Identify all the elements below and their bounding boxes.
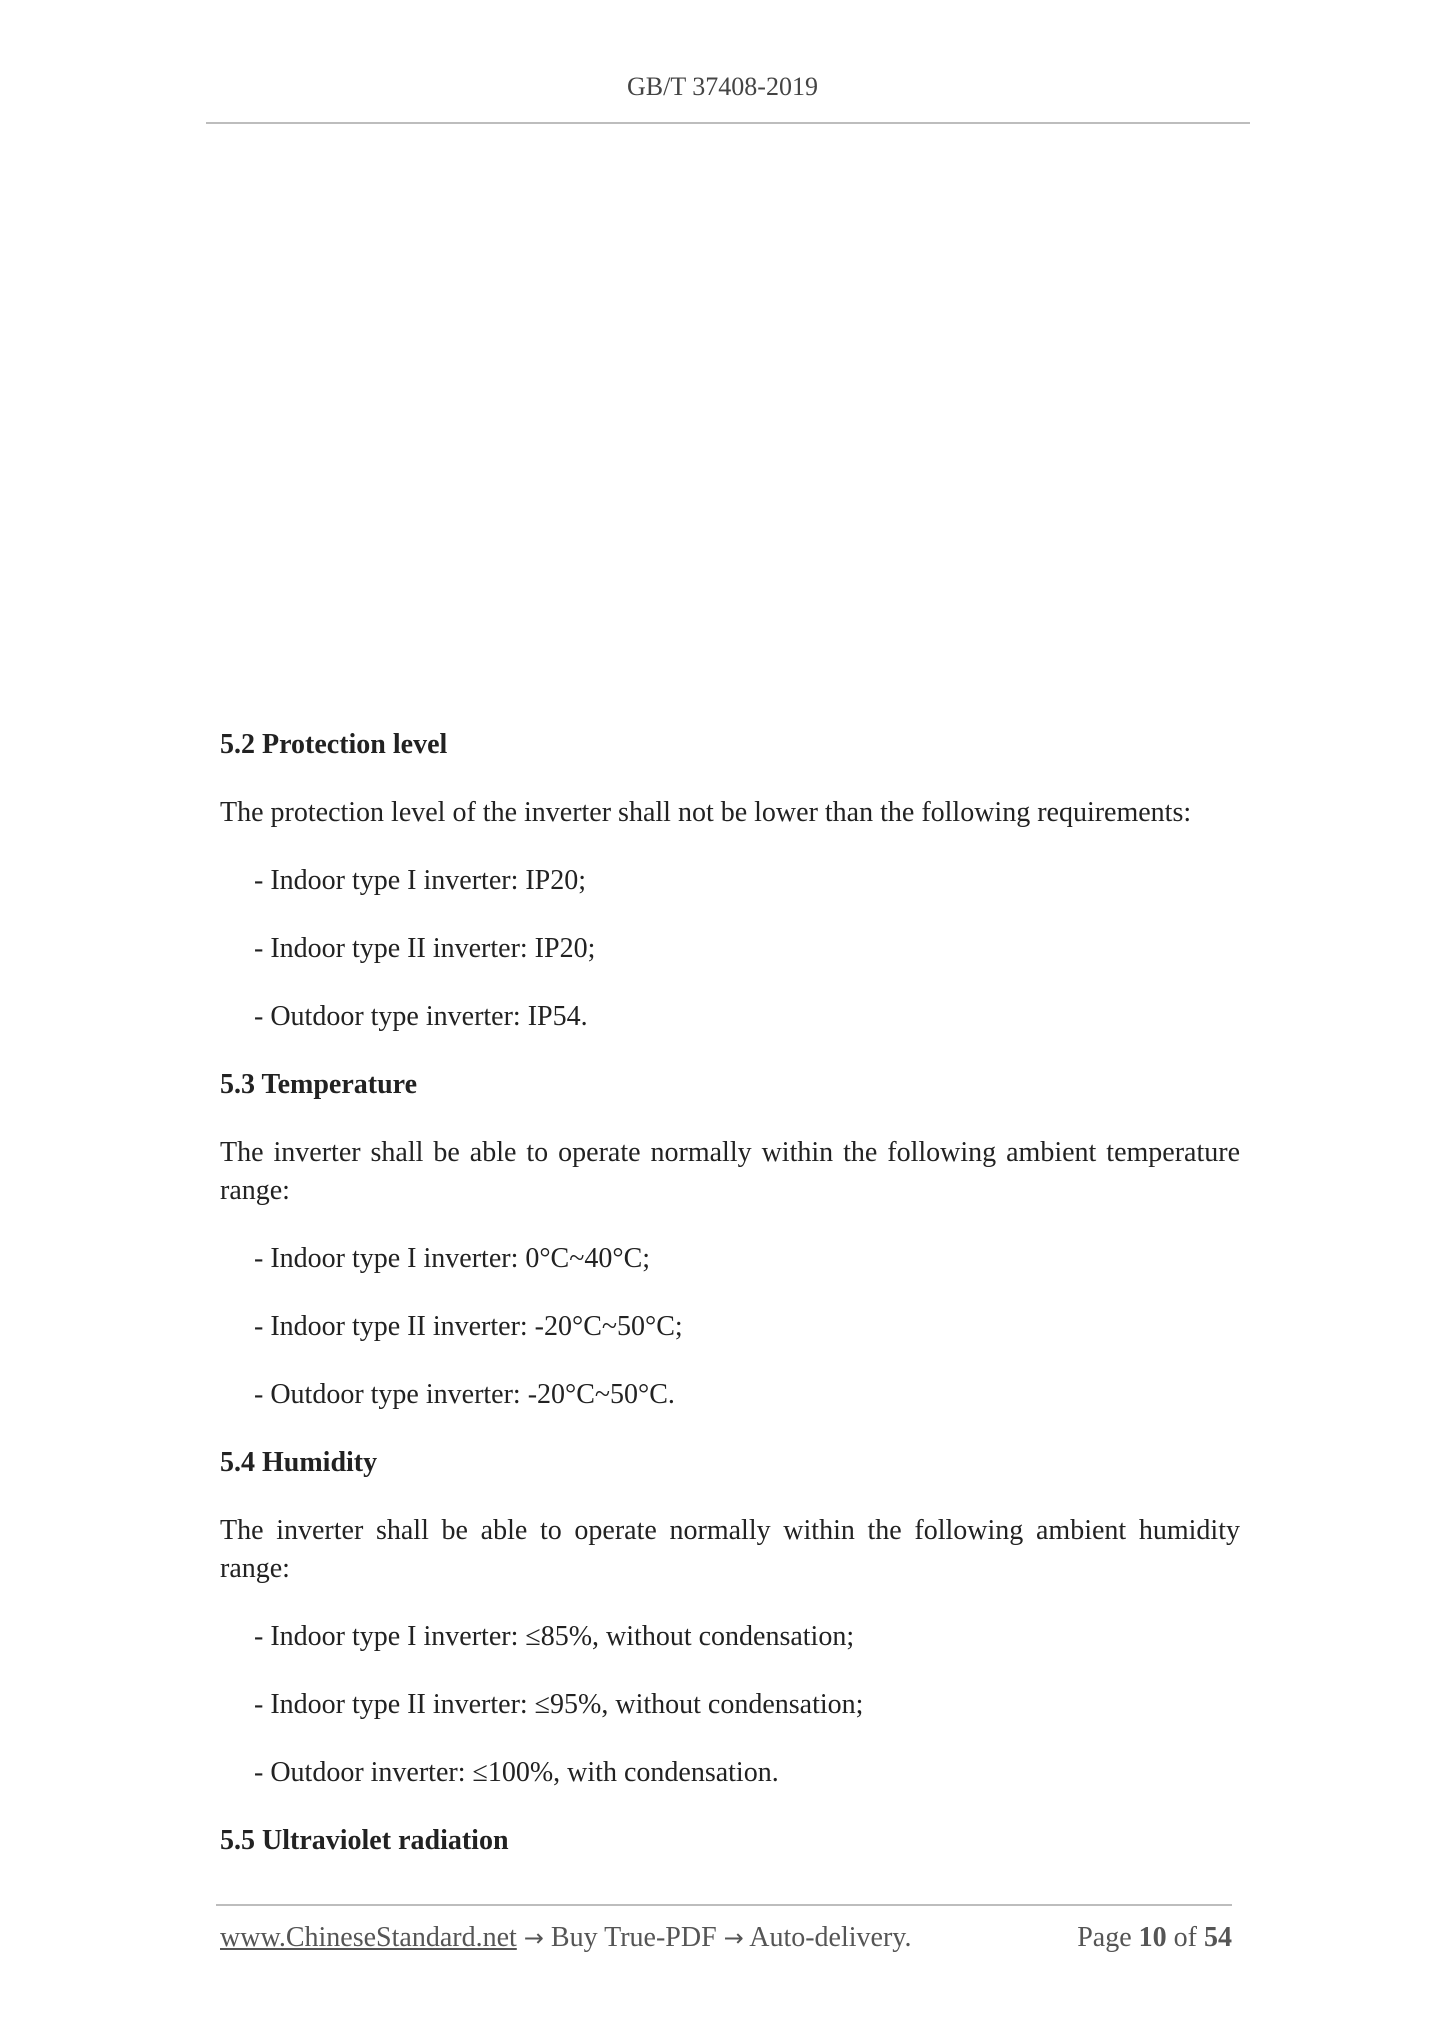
document-code-header: GB/T 37408-2019 — [627, 72, 818, 101]
section-heading: 5.2 Protection level — [220, 729, 448, 760]
list-item: - Indoor type II inverter: IP20; — [254, 933, 596, 964]
document-body — [220, 726, 1240, 1890]
footer-divider — [216, 1904, 1232, 1906]
section-heading: 5.5 Ultraviolet radiation — [220, 1825, 509, 1856]
arrow-right-icon: → — [723, 1924, 744, 1952]
list-item: - Indoor type I inverter: ≤85%, without condensation; — [254, 1621, 855, 1652]
list-item: - Indoor type II inverter: ≤95%, without condensation; — [254, 1689, 864, 1720]
list-item: - Indoor type I inverter: IP20; — [254, 865, 587, 896]
page-indicator — [1077, 1922, 1232, 1954]
page-footer — [220, 1922, 1232, 1954]
section-heading: 5.3 Temperature — [220, 1069, 418, 1100]
section-5-3 — [220, 1066, 1240, 1414]
section-paragraph: The inverter shall be able to operate normally within the following ambient humidity range: — [220, 1515, 1240, 1584]
list-item: - Outdoor inverter: ≤100%, with condensation. — [254, 1757, 779, 1788]
page-label: Page — [1077, 1922, 1132, 1953]
current-page-number: 10 — [1138, 1922, 1167, 1953]
delivery-text: Auto-delivery. — [749, 1922, 912, 1953]
list-item: - Indoor type I inverter: 0°C~40°C; — [254, 1243, 651, 1274]
section-paragraph: The protection level of the inverter shall not be lower than the following requirements: — [220, 797, 1192, 828]
section-5-2 — [220, 726, 1240, 1036]
section-5-4 — [220, 1444, 1240, 1792]
of-label: of — [1173, 1922, 1197, 1953]
list-item: - Indoor type II inverter: -20°C~50°C; — [254, 1311, 683, 1342]
arrow-right-icon: → — [523, 1924, 544, 1952]
list-item: - Outdoor type inverter: -20°C~50°C. — [254, 1379, 675, 1410]
buy-pdf-text: Buy True-PDF — [550, 1922, 717, 1953]
footer-promo — [220, 1922, 911, 1954]
list-item: - Outdoor type inverter: IP54. — [254, 1001, 588, 1032]
section-5-5 — [220, 1822, 1240, 1860]
section-heading: 5.4 Humidity — [220, 1447, 378, 1478]
section-paragraph: The inverter shall be able to operate normally within the following ambient temperature range: — [220, 1137, 1240, 1206]
total-pages-number: 54 — [1204, 1922, 1232, 1953]
website-link[interactable]: www.ChineseStandard.net — [220, 1922, 517, 1953]
header-divider — [206, 122, 1250, 124]
